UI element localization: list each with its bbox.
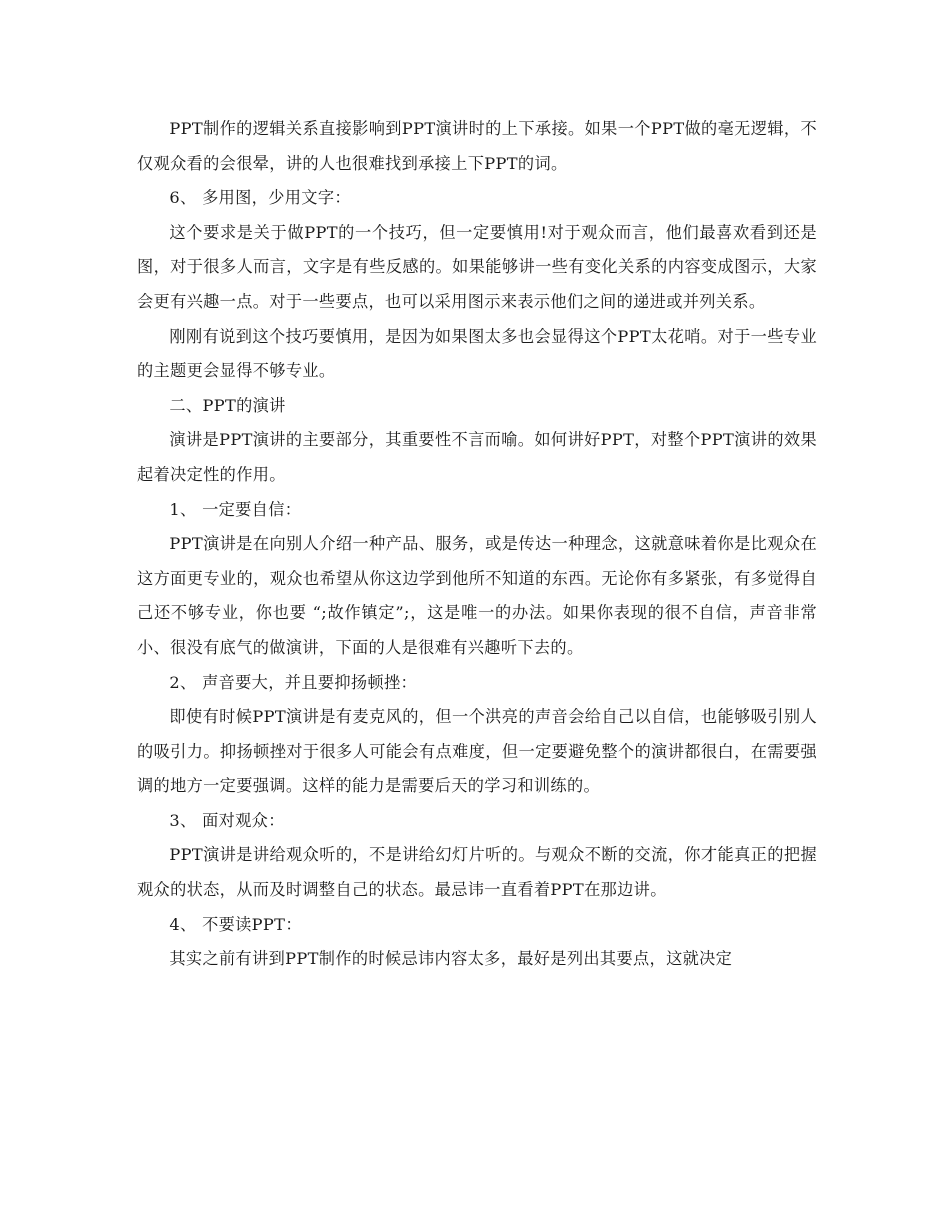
document-body [137,112,817,977]
list-item-heading-4: 4、 不要读PPT： [169,914,302,934]
paragraph-speech-intro: 演讲是PPT演讲的主要部分，其重要性不言而喻。如何讲好PPT，对整个PPT演讲的效果起着决定性的作用。 [137,430,817,484]
paragraph-use-images: 这个要求是关于做PPT的一个技巧，但一定要慎用!对于观众而言，他们最喜欢看到还是图，对于很多人而言，文字是有些反感的。如果能够讲一些有变化关系的内容变成图示，大家会更有兴趣一点。对于一些要点，也可以采用图示来表示他们之间的递进或并列关系。 [137,222,817,311]
paragraph-confidence: PPT演讲是在向别人介绍一种产品、服务，或是传达一种理念，这就意味着你是比观众在这方面更专业的，观众也希望从你这边学到他所不知道的东西。无论你有多紧张，有多觉得自己还不够专业，你也要 “;故作镇定”;，这是唯一的办法。如果你表现的很不自信，声音非常小、很没有底气的做演讲，下面的人是很难有兴趣听下去的。 [137,534,817,657]
paragraph-voice: 即使有时候PPT演讲是有麦克风的，但一个洪亮的声音会给自己以自信，也能够吸引别人的吸引力。抑扬顿挫对于很多人可能会有点难度，但一定要避免整个的演讲都很白，在需要强调的地方一定要强调。这样的能力是需要后天的学习和训练的。 [137,707,817,796]
paragraph-logic-impact: PPT制作的逻辑关系直接影响到PPT演讲时的上下承接。如果一个PPT做的毫无逻辑，不仅观众看的会很晕，讲的人也很难找到承接上下PPT的词。 [137,119,817,173]
list-item-heading-6: 6、 多用图，少用文字： [169,188,351,208]
section-heading-2: 二、PPT的演讲 [169,395,286,415]
paragraph-use-carefully: 刚刚有说到这个技巧要慎用，是因为如果图太多也会显得这个PPT太花哨。对于一些专业的主题更会显得不够专业。 [137,326,817,381]
paragraph-dont-read: 其实之前有讲到PPT制作的时候忌讳内容太多，最好是列出其要点，这就决定 [169,949,733,969]
list-item-heading-1: 1、 一定要自信： [169,499,302,519]
paragraph-face-audience: PPT演讲是讲给观众听的，不是讲给幻灯片听的。与观众不断的交流，你才能真正的把握观众的状态，从而及时调整自己的状态。最忌讳一直看着PPT在那边讲。 [137,845,817,900]
list-item-heading-2: 2、 声音要大，并且要抑扬顿挫： [169,672,418,692]
list-item-heading-3: 3、 面对观众： [169,810,285,830]
